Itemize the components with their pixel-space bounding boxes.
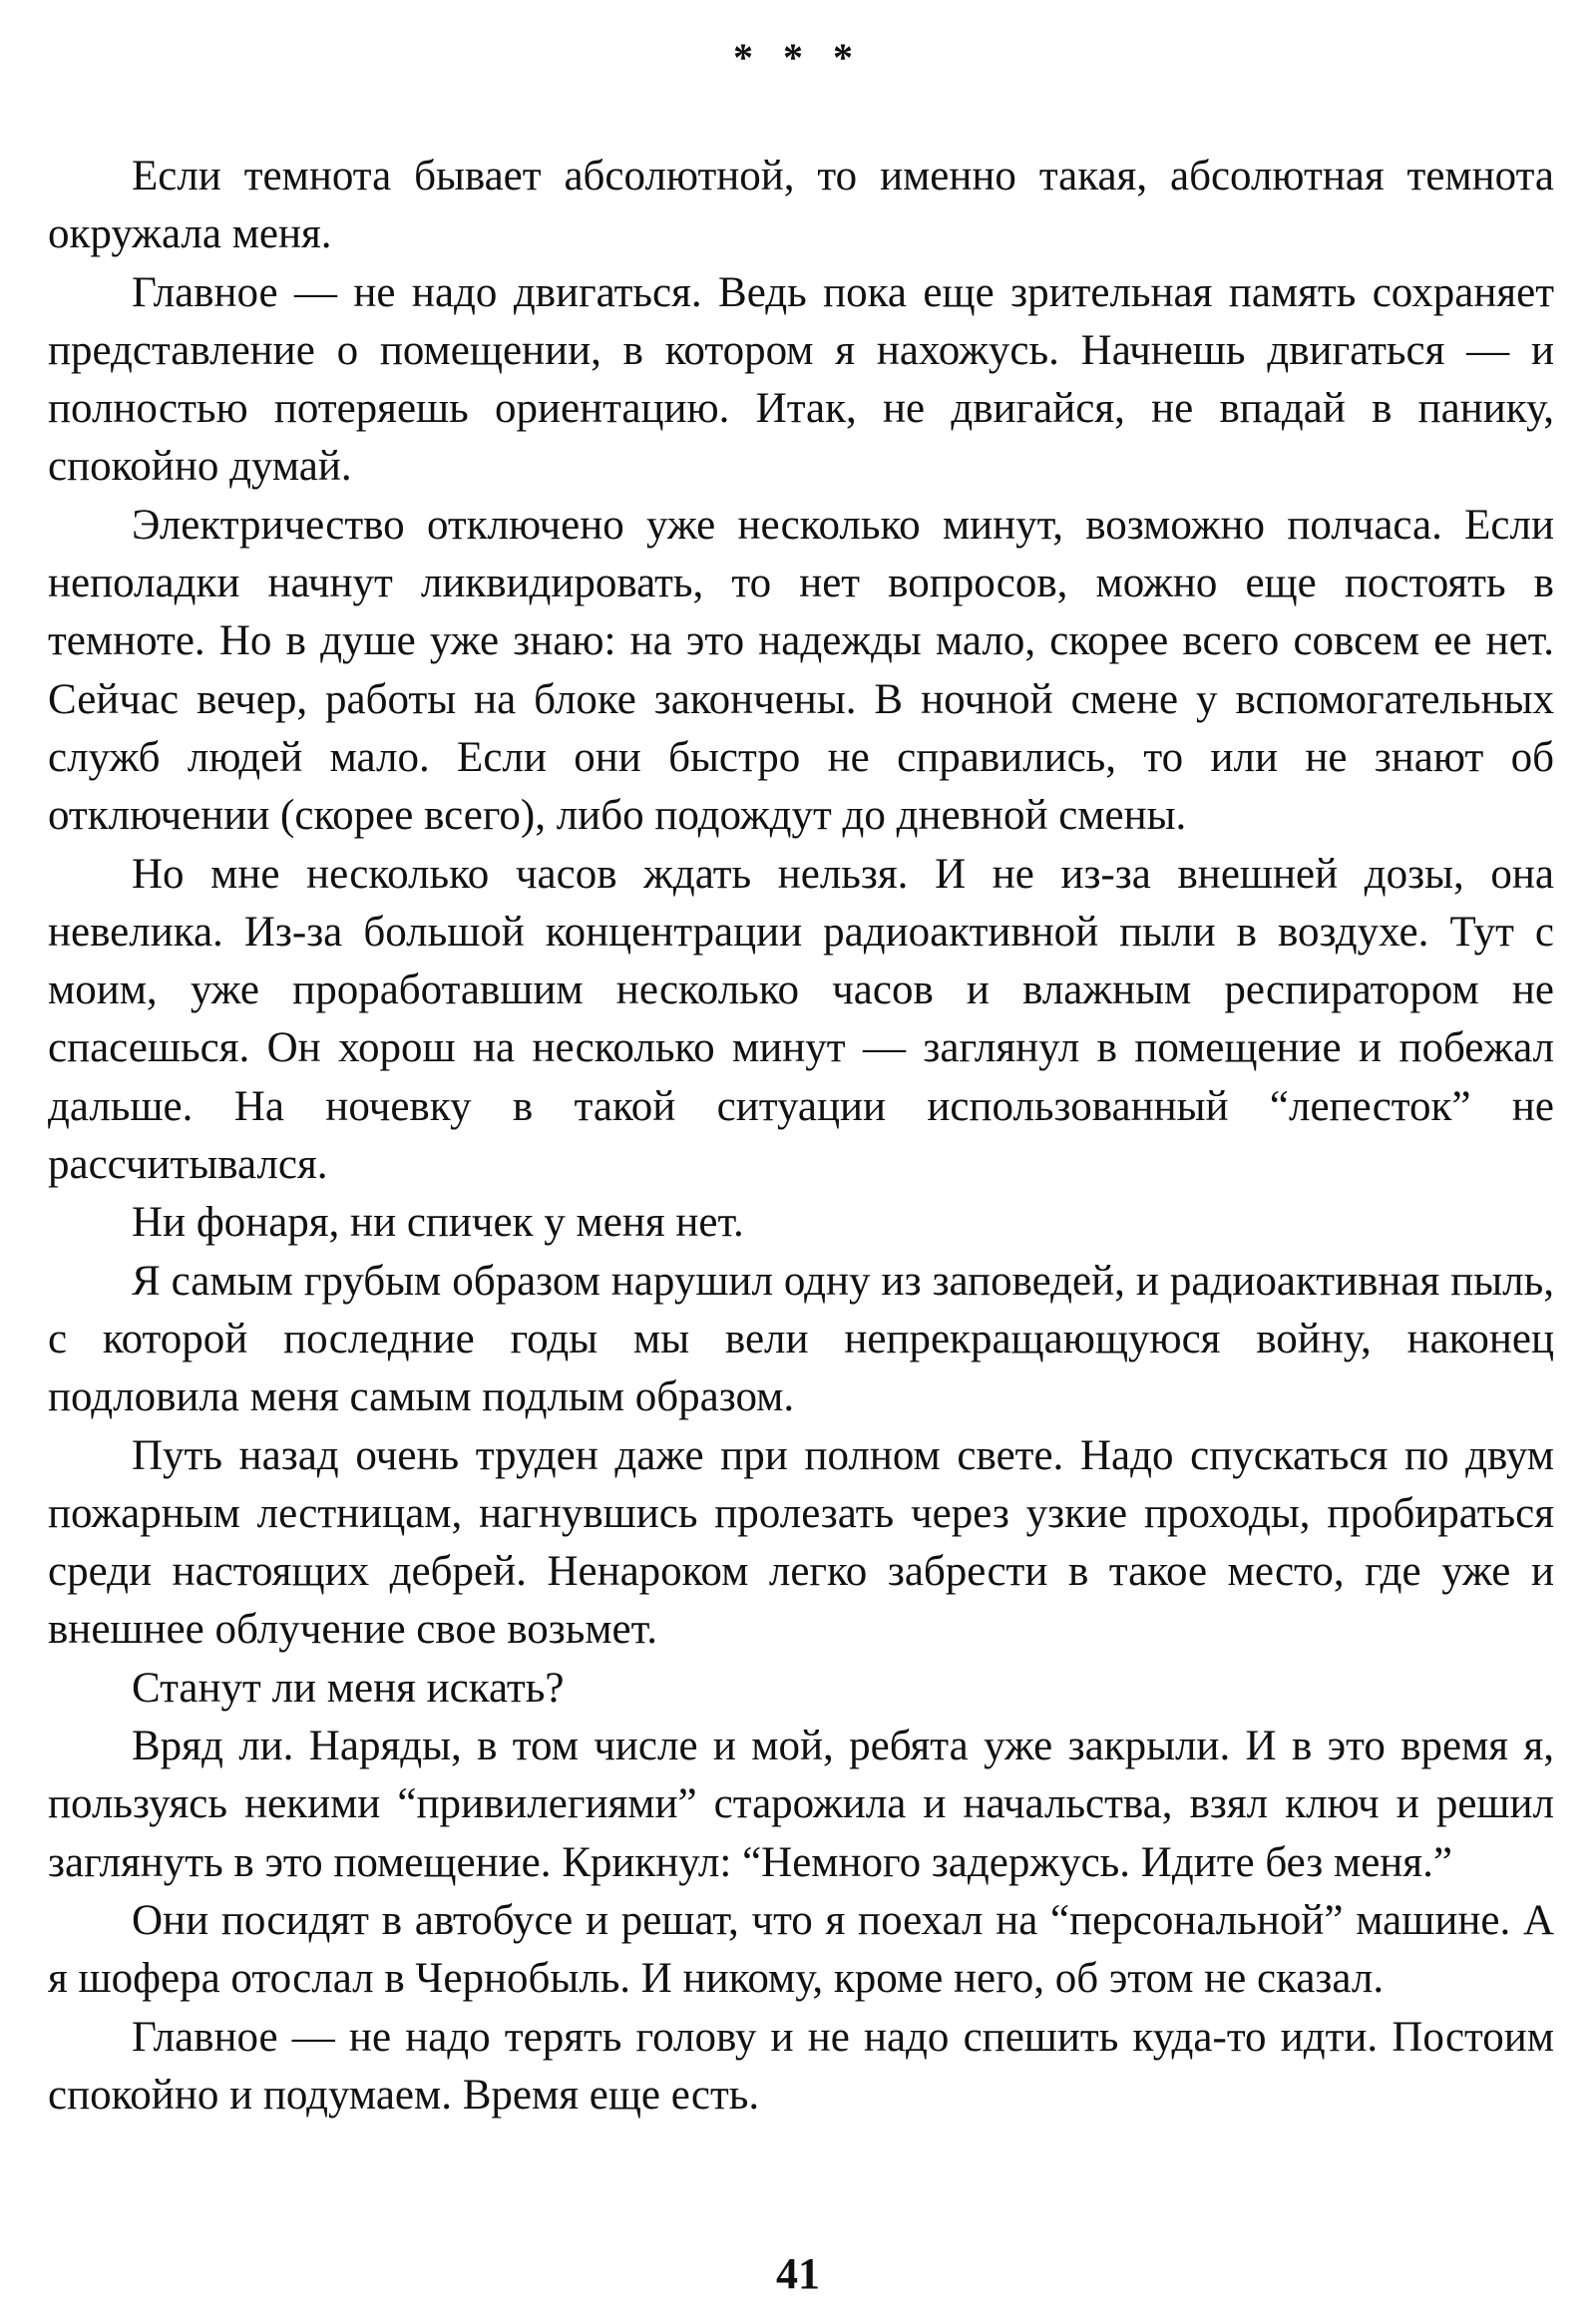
paragraph: Если темнота бывает абсолютной, то именно такая, абсолютная темнота окружала меня. — [48, 153, 1554, 258]
paragraph: Главное — не надо терять голову и не надо спешить куда-то идти. Постоим спокойно и подумаем. Время еще есть. — [48, 2013, 1554, 2119]
section-separator: * * * — [733, 35, 863, 80]
paragraph: Ни фонаря, ни спичек у меня нет. — [132, 1199, 744, 1247]
paragraph: Вряд ли. Наряды, в том числе и мой, ребята уже закрыли. И в это время я, пользуясь некими “привилегиями” старожила и начальства, взял ключ и решил заглянуть в это помещение. Крикнул: “Немного задержусь. Идите без меня.” — [48, 1723, 1554, 1886]
paragraph: Они посидят в автобусе и решат, что я поехал на “персональной” машине. А я шофера отослал в Чернобыль. И никому, кроме него, об этом не сказал. — [48, 1896, 1554, 2003]
paragraph: Но мне несколько часов ждать нельзя. И не из-за внешней дозы, она невелика. Из-за большой концентрации радиоактивной пыли в воздухе. Тут с моим, уже проработавшим несколько часов и влажным респиратором не спасешься. Он хорош на несколько минут — заглянул в помещение и побежал дальше. На ночевку в такой ситуации использованный “лепесток” не рассчитывался. — [48, 850, 1554, 1189]
paragraph: Путь назад очень труден даже при полном свете. Надо спускаться по двум пожарным лестницам, нагнувшись пролезать через узкие проходы, пробираться среди настоящих дебрей. Ненароком легко забрести в такое место, где уже и внешнее облучение свое возьмет. — [48, 1431, 1554, 1654]
body-text — [48, 148, 1554, 2125]
paragraph: Станут ли меня искать? — [132, 1664, 565, 1712]
paragraph: Я самым грубым образом нарушил одну из заповедей, и радиоактивная пыль, с которой последние годы мы вели непрекращающуюся войну, наконец подловила меня самым подлым образом. — [48, 1257, 1554, 1421]
page-number: 41 — [776, 2249, 820, 2298]
paragraph: Главное — не надо двигаться. Ведь пока еще зрительная память сохраняет представление о помещении, в котором я нахожусь. Начнешь двигаться — и полностью потеряешь ориентацию. Итак, не двигайся, не впадай в панику, спокойно думай. — [48, 268, 1554, 491]
paragraph: Электричество отключено уже несколько минут, возможно полчаса. Если неполадки начнут ликвидировать, то нет вопросов, можно еще постоять в темноте. Но в душе уже знаю: на это надежды мало, скорее всего совсем ее нет. Сейчас вечер, работы на блоке закончены. В ночной смене у вспомогательных служб людей мало. Если они быстро не справились, то или не знают об отключении (скорее всего), либо подождут до дневной смены. — [48, 501, 1554, 840]
